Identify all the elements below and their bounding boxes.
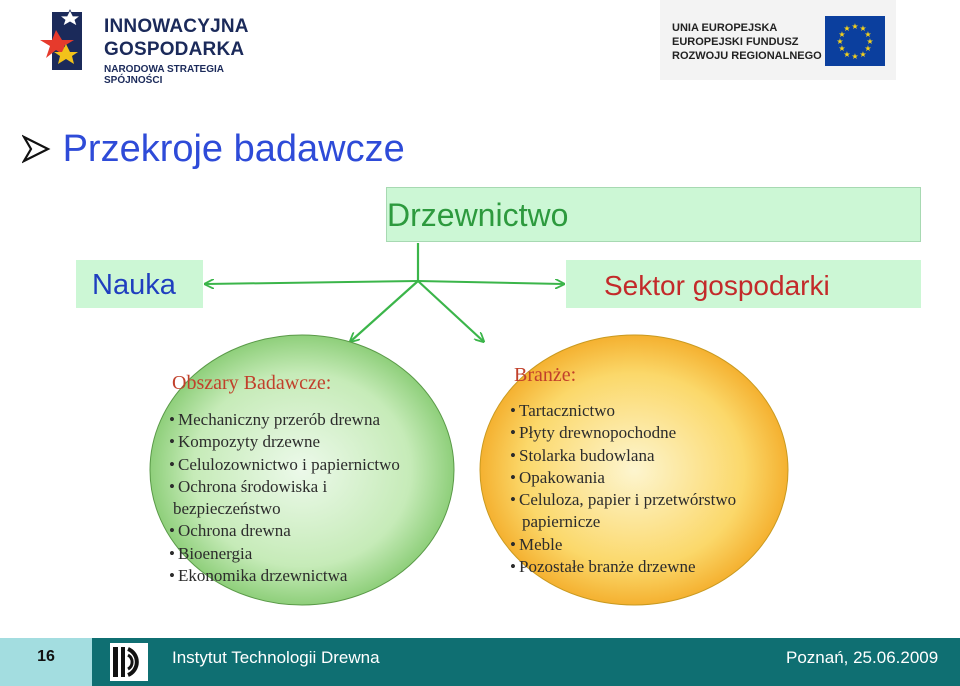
list-item: • Meble: [510, 534, 563, 554]
right-ellipse-list: [510, 400, 736, 578]
eu-logo-line2: EUROPEJSKI FUNDUSZ: [672, 36, 799, 48]
arrow-to-nauka: [206, 281, 418, 284]
list-item: • Ochrona środowiska i: [169, 476, 328, 496]
list-item: • Tartacznictwo: [510, 401, 616, 420]
svg-text:★: ★: [859, 24, 867, 33]
arrow-to-sektor: [418, 281, 563, 284]
list-item: bezpieczeństwo: [173, 499, 281, 519]
eu-logo-line1: UNIA EUROPEJSKA: [672, 22, 778, 34]
right-ellipse-heading: Branże:: [514, 364, 577, 386]
arrow-to-right-ellipse: [418, 281, 483, 341]
svg-text:★: ★: [851, 22, 859, 31]
nauka-label: Nauka: [92, 269, 176, 301]
slide-title-text: Przekroje badawcze: [62, 128, 405, 170]
sektor-gospodarki-label: Sektor gospodarki: [604, 270, 830, 301]
list-item: • Opakowania: [510, 467, 605, 487]
list-item: • Celulozownictwo i papiernictwo: [169, 454, 400, 474]
list-item: • Pozostałe branże drzewne: [510, 557, 696, 577]
svg-text:★: ★: [843, 24, 851, 33]
ig-logo-line3: NARODOWA STRATEGIA SPÓJNOŚCI: [104, 64, 224, 86]
sektor-gospodarki-box: [566, 260, 921, 308]
svg-text:★: ★: [866, 37, 874, 46]
list-item: • Ekonomika drzewnictwa: [169, 566, 348, 586]
list-item: papiernicze: [522, 512, 601, 532]
svg-text:★: ★: [836, 37, 844, 46]
list-item: • Bioenergia: [169, 543, 253, 563]
svg-text:★: ★: [838, 30, 846, 39]
list-item: • Kompozyty drzewne: [169, 432, 321, 452]
svg-text:★: ★: [864, 44, 872, 53]
nauka-box: [76, 260, 203, 308]
svg-text:★: ★: [838, 44, 846, 53]
left-ellipse-heading: Obszary Badawcze:: [172, 372, 332, 394]
list-item: • Stolarka budowlana: [510, 445, 655, 465]
svg-text:★: ★: [864, 30, 872, 39]
svg-text:★: ★: [843, 50, 851, 59]
itd-logo-icon: [110, 643, 148, 681]
drzewnictwo-label: Drzewnictwo: [387, 197, 569, 233]
list-item: • Płyty drewnopochodne: [510, 423, 677, 443]
place-date: Poznań, 25.06.2009: [786, 648, 939, 667]
list-item: • Ochrona drewna: [169, 521, 291, 541]
arrow-to-left-ellipse: [351, 281, 418, 341]
ig-logo-line2: GOSPODARKA: [104, 39, 245, 60]
svg-text:★: ★: [851, 52, 859, 61]
list-item: • Mechaniczny przerób drewna: [169, 410, 381, 429]
eu-logo-line3: ROZWOJU REGIONALNEGO: [672, 50, 822, 62]
list-item: • Celuloza, papier i przetwórstwo: [510, 490, 737, 510]
ig-logo-line1: INNOWACYJNA: [104, 16, 249, 37]
left-ellipse-list: [169, 409, 400, 587]
drzewnictwo-box: [386, 187, 921, 242]
institute-name: Instytut Technologii Drewna: [172, 648, 380, 667]
page-number: 16: [37, 648, 55, 665]
svg-text:★: ★: [859, 50, 867, 59]
